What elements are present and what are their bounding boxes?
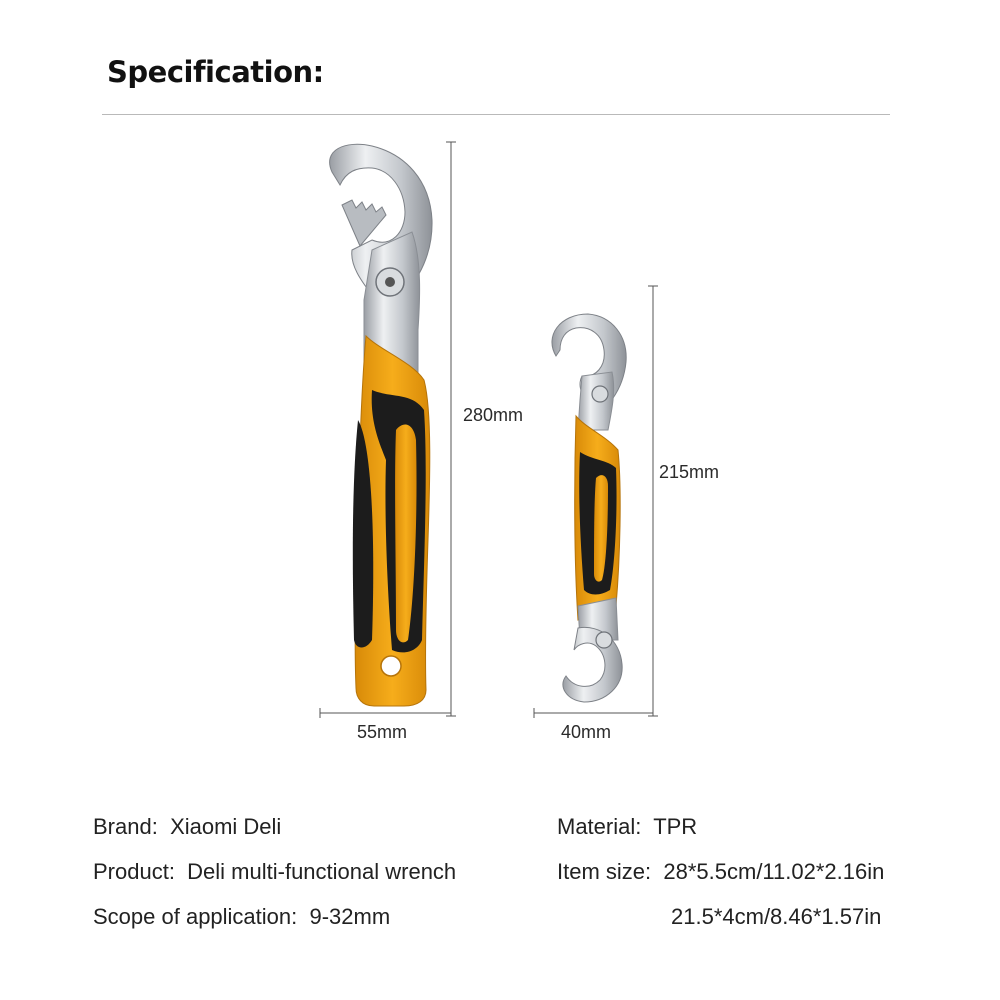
item-size-value-large: 28*5.5cm/11.02*2.16in xyxy=(663,859,885,884)
item-size-value-small: 21.5*4cm/8.46*1.57in xyxy=(671,904,882,929)
material-label: Material: xyxy=(557,814,642,839)
brand-value: Xiaomi Deli xyxy=(170,814,282,839)
small-wrench xyxy=(552,314,626,702)
large-width-label: 55mm xyxy=(357,722,408,742)
brand-row xyxy=(93,814,281,840)
material-row xyxy=(557,814,697,840)
item-size-label: Item size: xyxy=(557,859,652,884)
large-wrench xyxy=(330,144,432,706)
product-label: Product: xyxy=(93,859,175,884)
page-title: Specification: xyxy=(107,55,324,89)
large-height-label: 280mm xyxy=(463,405,524,425)
scope-row xyxy=(93,904,390,930)
small-width-label: 40mm xyxy=(561,722,612,742)
scope-label: Scope of application: xyxy=(93,904,298,929)
scope-value: 9-32mm xyxy=(309,904,391,929)
product-value: Deli multi-functional wrench xyxy=(187,859,457,884)
material-value: TPR xyxy=(653,814,698,839)
brand-label: Brand: xyxy=(93,814,158,839)
small-height-label: 215mm xyxy=(659,462,720,482)
item-size-row xyxy=(557,859,884,885)
product-row xyxy=(93,859,456,885)
